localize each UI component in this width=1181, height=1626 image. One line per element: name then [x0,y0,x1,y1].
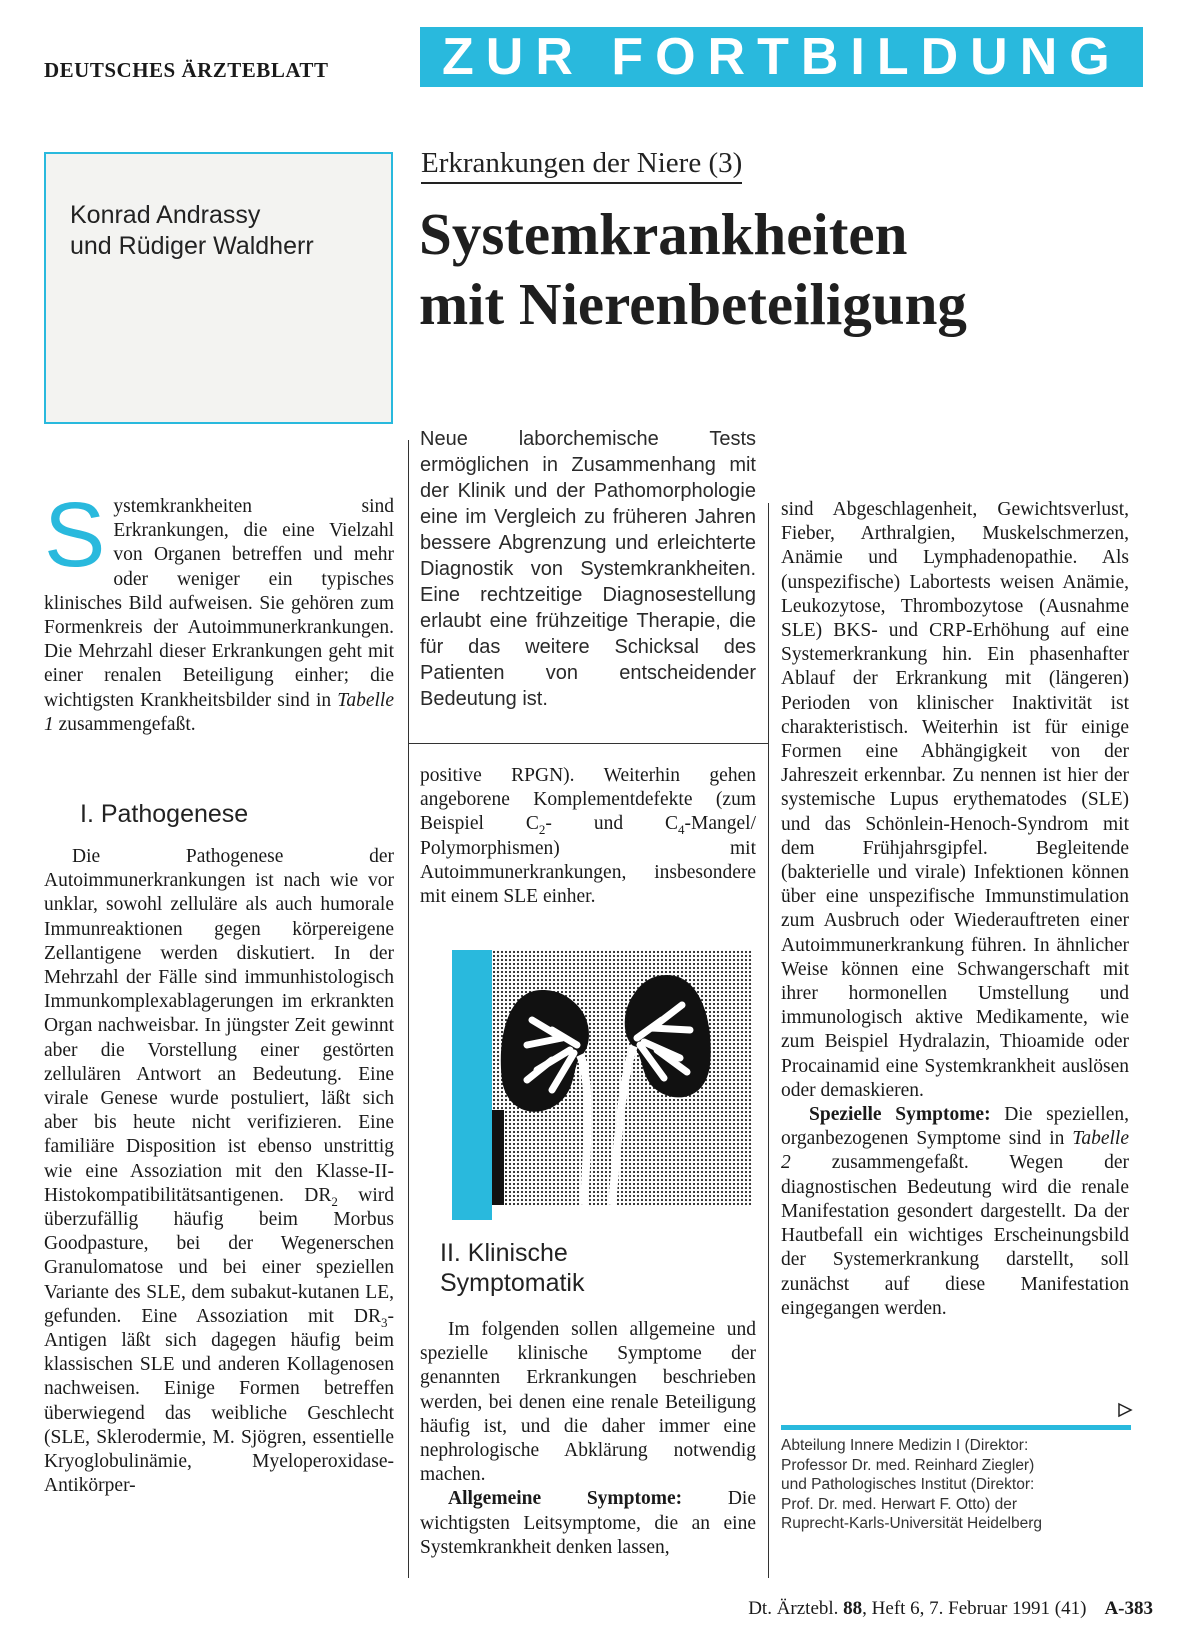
title-line-2: mit Nierenbeteiligung [419,271,967,337]
affiliation-line-4: Prof. Dr. med. Herwart F. Otto) der [781,1495,1018,1513]
figure-bottom-band [492,1205,752,1220]
table-2-ref: Tabelle 2 [781,1128,1129,1174]
journal-name: DEUTSCHES ÄRZTEBLATT [44,58,329,82]
page-number: A-383 [1104,1598,1153,1619]
subscript-c2: 2 [538,822,546,838]
section-2-paragraph-1: Im folgenden sollen allgemeine und spezielle klinische Symptome der genannten Erkrankungen beschrieben werden, bei denen eine renale Beteiligung häufig ist, und die daher immer eine nephrologische Abklärung notwendig machen. [420,1319,756,1486]
author-line-2: und Rüdiger Waldherr [70,232,314,260]
page-footer [748,1598,1153,1620]
author-box [44,152,393,424]
affiliation-line-1: Abteilung Innere Medizin I (Direktor: [781,1437,1029,1454]
column-divider-2 [768,503,769,1578]
special-symptoms-text-a: Die speziellen, organbezogenen Symptome sind in [781,1104,1129,1150]
section-2-heading-line-2: Symptomatik [440,1269,585,1297]
table-1-ref: Tabelle 1 [44,689,394,735]
continuation-paragraph [420,764,756,909]
column-3-body [781,498,1129,1321]
affiliation-accent-bar [781,1425,1131,1430]
author-line-1: Konrad Andrassy [70,201,261,229]
title-line-1: Systemkrankheiten [419,201,908,267]
series-title: Erkrankungen der Niere (3) [421,146,742,184]
section-2-heading-line-1: II. Klinische [440,1239,568,1267]
lead-paragraph [420,426,756,712]
affiliation-line-5: Ruprecht-Karls-Universität Heidelberg [781,1515,1043,1532]
special-symptoms-text-b: zusammengefaßt. Wegen der diagnostischen Bedeutung wird die renale Manifestation gesondert dargestellt. Da der Hautbefall ein wichtiges Erscheinungsbild der Systemerkrankung darstellt, soll zunächst auf diese Manifestation eingegangen werden. [781,1152,1129,1319]
subscript-dr3: 3 [381,1314,388,1330]
special-symptoms-label: Spezielle Symptome: [809,1104,991,1126]
intro-paragraph [44,484,394,737]
column-divider-1 [408,440,409,1578]
general-symptoms-label: Allgemeine Symptome: [448,1488,683,1510]
footer-citation-b: , Heft 6, 7. Februar 1991 (41) [862,1598,1087,1619]
subscript-dr2: 2 [331,1193,338,1209]
continuation-text-c: -Mangel/ Polymorphismen) mit Autoimmunerkrankungen, insbesondere mit einem SLE einher. [420,813,757,908]
section-banner: ZUR FORTBILDUNG [420,27,1143,87]
figure-accent-bar [452,950,492,1220]
section-1-text-a: Die Pathogenese der Autoimmunerkrankungen ist nach wie vor unklar, sowohl zelluläre als auch humorale Immunreaktionen gegen körpereigene Zellantigene werden diskutiert. In der Mehrzahl der Fälle sind immunhistologisch Immunkomplexablagerungen im erkrankten Organ nachweisbar. In jüngster Zeit gewinnt aber die Vorstellung einer gestörten zellulären Antwort an Bedeutung. Eine virale Genese wurde postuliert, läßt sich aber bis heute nicht verifizieren. Eine familiäre Disposition ist ebenso unstrittig wie eine Assoziation mit den Klasse-II-Histokompatibilitätsantigenen. DR [44,846,394,1206]
affiliation-line-3: und Pathologisches Institut (Direktor: [781,1476,1035,1493]
figure-shadow-edge [492,1110,504,1205]
section-2-body [420,1318,756,1560]
triangle-right-icon [1117,1402,1133,1418]
subscript-c4: 4 [678,822,685,838]
drop-cap: S [44,484,106,586]
affiliation-block [781,1436,1131,1534]
footer-volume: 88 [843,1598,863,1619]
section-2-heading [440,1238,584,1298]
section-1-text-b: wird überzufällig häufig beim Morbus Goodpasture, bei der Wegenerschen Granulomatose und bei einer speziellen Variante des SLE, dem subakut-kutanen LE, gefunden. Eine Assoziation mit DR [44,1184,395,1327]
footer-citation-a: Dt. Ärztebl. [748,1598,844,1619]
lead-underline [408,743,769,744]
section-1-body [44,845,394,1498]
continuation-text-a: positive RPGN). Weiterhin gehen angeborene Komplementdefekte (zum Beispiel C [420,765,756,835]
lead-text: Neue laborchemische Tests ermöglichen in Zusammenhang mit der Klinik und der Pathomorphologie eine im Vergleich zu früheren Jahren bessere Abgrenzung und erleichterte Diagnostik von Systemkrankheiten. Eine rechtzeitige Diagnosestellung erlaubt eine frühzeitige Therapie, die für das weitere Schicksal des Patienten von entscheidender Bedeutung ist. [420,428,756,710]
section-1-heading: I. Pathogenese [80,800,249,828]
article-title [419,199,1159,339]
general-symptoms-text: Die wichtigsten Leitsymptome, die an eine Systemkrankheit denken lassen, [420,1488,756,1558]
section-1-text-c: -Antigen läßt sich dagegen häufig beim klassischen SLE und anderen Kollagenosen nachweisen. Einige Formen betreffen überwiegend das weibliche Geschlecht (SLE, Sklerodermie, M. Sjögren, essentielle Kryoglobulinämie, Myeloperoxidase-Antikörper- [44,1305,394,1497]
intro-text: ystemkrankheiten sind Erkrankungen, die eine Vielzahl von Organen betreffen und mehr oder weniger ein typisches klinisches Bild aufweisen. Sie gehören zum Formenkreis der Autoimmunerkrankungen. Die Mehrzahl dieser Erkrankungen geht mit einer renalen Beteiligung einher; die wichtigsten Krankheitsbilder sind in [44,496,394,711]
kidney-illustration [452,950,752,1220]
affiliation-line-2: Professor Dr. med. Reinhard Ziegler) [781,1456,1035,1474]
continuation-text-b: - und C [545,813,679,835]
intro-text-end: zusammengefaßt. [53,713,196,735]
column-3-paragraph-1: sind Abgeschlagenheit, Gewichtsverlust, Fieber, Arthralgien, Muskelschmerzen, Anämie und Lymphadenopathie. Als (unspezifische) Labortests weisen Anämie, Leukozytose, Thrombozytose (Ausnahme SLE) BKS- und CRP-Erhöhung auf eine Systemerkrankung hin. Ein phasenhafter Ablauf der Erkrankung mit (längeren) Perioden von klinischer Inaktivität ist charakteristisch. Weiterhin ist für einige Formen eine Abhängigkeit von der Jahreszeit erkennbar. Zu nennen ist hier der systemische Lupus erythematodes (SLE) und das Schönlein-Henoch-Syndrom mit dem Frühjahrsgipfel. Begleitende (bakterielle und virale) Infektionen können über eine unspezifische Immunstimulation zum Ausbruch oder Wiederauftreten einer Autoimmunerkrankung führen. In ähnlicher Weise können eine Schwangerschaft mit ihrer hormonellen Umstellung und immunologisch aktive Medikamente, wie zum Beispiel Hydralazin, Thioamide oder Procainamid eine Systemkrankheit auslösen oder demaskieren. [781,499,1129,1101]
